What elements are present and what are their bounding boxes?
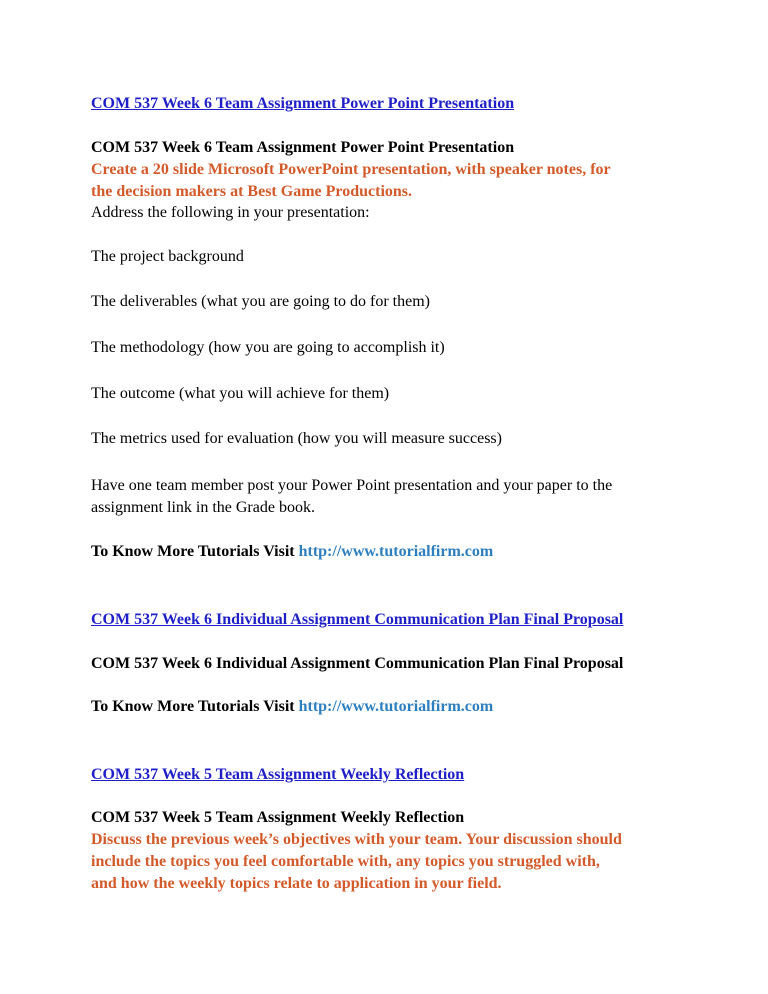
list-item: The metrics used for evaluation (how you will measure success) <box>91 430 502 447</box>
section-1-heading-link[interactable]: COM 537 Week 6 Team Assignment Power Point Presentation <box>91 95 515 112</box>
tutorial-url-link[interactable]: http://www.tutorialfirm.com <box>298 543 494 560</box>
section-1-closing-line-2: assignment link in the Grade book. <box>91 499 315 516</box>
section-3-highlight-line-1: Discuss the previous week’s objectives with your team. Your discussion should <box>91 831 622 848</box>
section-2-title: COM 537 Week 6 Individual Assignment Communication Plan Final Proposal <box>91 655 624 672</box>
list-item: The outcome (what you will achieve for them) <box>91 385 390 402</box>
section-1-title: COM 537 Week 6 Team Assignment Power Point Presentation <box>91 139 515 156</box>
tutorial-url-link[interactable]: http://www.tutorialfirm.com <box>298 698 494 715</box>
section-1-highlight-line-2: the decision makers at Best Game Productions. <box>91 183 413 200</box>
section-2-heading-link[interactable]: COM 537 Week 6 Individual Assignment Communication Plan Final Proposal <box>91 611 624 628</box>
list-item: The deliverables (what you are going to do for them) <box>91 293 430 310</box>
tutorial-label: To Know More Tutorials Visit <box>91 543 295 560</box>
section-3-title: COM 537 Week 5 Team Assignment Weekly Reflection <box>91 809 465 826</box>
section-1-intro: Address the following in your presentation: <box>91 204 370 221</box>
tutorial-prompt-2 <box>91 696 493 718</box>
section-3-highlight-line-2: include the topics you feel comfortable with, any topics you struggled with, <box>91 853 600 870</box>
section-1-closing-line-1: Have one team member post your Power Point presentation and your paper to the <box>91 477 613 494</box>
tutorial-prompt-1 <box>91 541 493 563</box>
section-3-highlight-line-3: and how the weekly topics relate to application in your field. <box>91 875 502 892</box>
list-item: The methodology (how you are going to accomplish it) <box>91 339 445 356</box>
section-3-heading-link[interactable]: COM 537 Week 5 Team Assignment Weekly Reflection <box>91 766 465 783</box>
tutorial-label: To Know More Tutorials Visit <box>91 698 295 715</box>
list-item: The project background <box>91 248 244 265</box>
section-1-highlight-line-1: Create a 20 slide Microsoft PowerPoint presentation, with speaker notes, for <box>91 161 611 178</box>
